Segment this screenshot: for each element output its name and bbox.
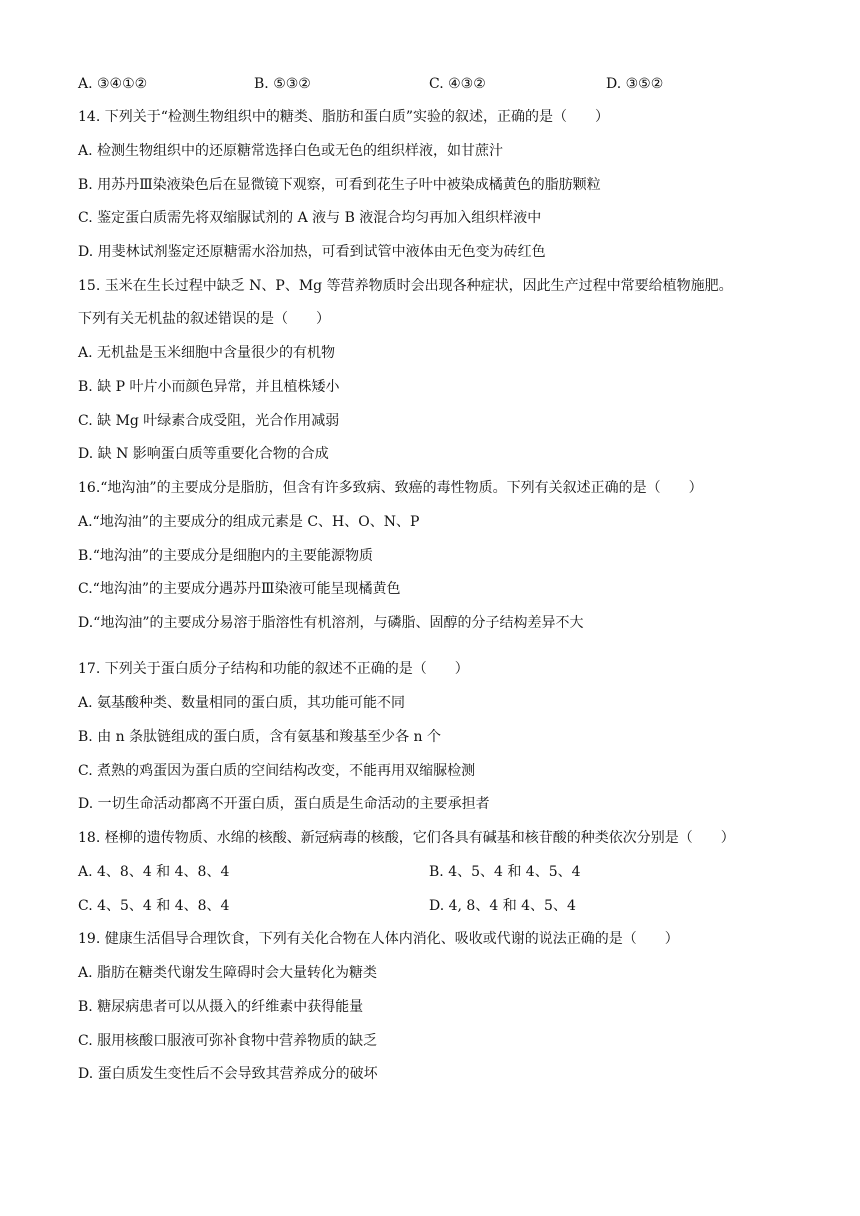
q18-option-d: D. 4, 8、4 和 4、5、4 — [429, 898, 576, 914]
q15-option-b: B. 缺 P 叶片小而颜色异常，并且植株矮小 — [78, 379, 340, 395]
q14-option-b: B. 用苏丹Ⅲ染液染色后在显微镜下观察，可看到花生子叶中被染成橘黄色的脂肪颗粒 — [78, 177, 601, 193]
q16-option-c: C.“地沟油”的主要成分遇苏丹Ⅲ染液可能呈现橘黄色 — [78, 581, 401, 597]
q19-stem: 19. 健康生活倡导合理饮食，下列有关化合物在人体内消化、吸收或代谢的说法正确的是（ ） — [78, 931, 679, 947]
q17-option-d: D. 一切生命活动都离不开蛋白质，蛋白质是生命活动的主要承担者 — [78, 796, 490, 812]
q16-stem: 16.“地沟油”的主要成分是脂肪，但含有许多致病、致癌的毒性物质。下列有关叙述正确的是（ ） — [78, 480, 703, 496]
q16-option-b: B.“地沟油”的主要成分是细胞内的主要能源物质 — [78, 548, 374, 564]
q15-stem-line1: 15. 玉米在生长过程中缺乏 N、P、Mg 等营养物质时会出现各种症状，因此生产过程中常要给植物施肥。 — [78, 278, 733, 294]
q13-option-a: A. ③④①② — [78, 76, 148, 92]
q13-option-d: D. ③⑤② — [606, 76, 664, 92]
q16-option-a: A.“地沟油”的主要成分的组成元素是 C、H、O、N、P — [78, 514, 420, 530]
q17-option-b: B. 由 n 条肽链组成的蛋白质，含有氨基和羧基至少各 n 个 — [78, 729, 442, 745]
q17-stem: 17. 下列关于蛋白质分子结构和功能的叙述不正确的是（ ） — [78, 661, 469, 677]
q19-option-d: D. 蛋白质发生变性后不会导致其营养成分的破坏 — [78, 1066, 378, 1082]
q18-option-a: A. 4、8、4 和 4、8、4 — [78, 864, 230, 880]
q13-option-b: B. ⑤③② — [254, 76, 311, 92]
q16-option-d: D.“地沟油”的主要成分易溶于脂溶性有机溶剂，与磷脂、固醇的分子结构差异不大 — [78, 615, 584, 631]
q14-option-a: A. 检测生物组织中的还原糖常选择白色或无色的组织样液，如甘蔗汁 — [78, 143, 504, 159]
q15-stem-line2: 下列有关无机盐的叙述错误的是（ ） — [78, 311, 330, 327]
q15-option-d: D. 缺 N 影响蛋白质等重要化合物的合成 — [78, 446, 329, 462]
q18-option-b: B. 4、5、4 和 4、5、4 — [429, 864, 581, 880]
q19-option-a: A. 脂肪在糖类代谢发生障碍时会大量转化为糖类 — [78, 965, 378, 981]
q14-option-d: D. 用斐林试剂鉴定还原糖需水浴加热，可看到试管中液体由无色变为砖红色 — [78, 244, 546, 260]
q19-option-b: B. 糖尿病患者可以从摄入的纤维素中获得能量 — [78, 999, 364, 1015]
q14-option-c: C. 鉴定蛋白质需先将双缩脲试剂的 A 液与 B 液混合均匀再加入组织样液中 — [78, 210, 542, 226]
q13-option-c: C. ④③② — [429, 76, 486, 92]
q17-option-a: A. 氨基酸种类、数量相同的蛋白质，其功能可能不同 — [78, 695, 406, 711]
q15-option-a: A. 无机盐是玉米细胞中含量很少的有机物 — [78, 345, 336, 361]
q18-stem: 18. 柽柳的遗传物质、水绵的核酸、新冠病毒的核酸，它们各具有碱基和核苷酸的种类依次分别是（ ） — [78, 830, 735, 846]
q17-option-c: C. 煮熟的鸡蛋因为蛋白质的空间结构改变，不能再用双缩脲检测 — [78, 763, 476, 779]
q18-option-c: C. 4、5、4 和 4、8、4 — [78, 898, 230, 914]
q14-stem: 14. 下列关于“检测生物组织中的糖类、脂肪和蛋白质”实验的叙述，正确的是（ ） — [78, 109, 610, 125]
q15-option-c: C. 缺 Mg 叶绿素合成受阻，光合作用减弱 — [78, 413, 340, 429]
q19-option-c: C. 服用核酸口服液可弥补食物中营养物质的缺乏 — [78, 1033, 378, 1049]
